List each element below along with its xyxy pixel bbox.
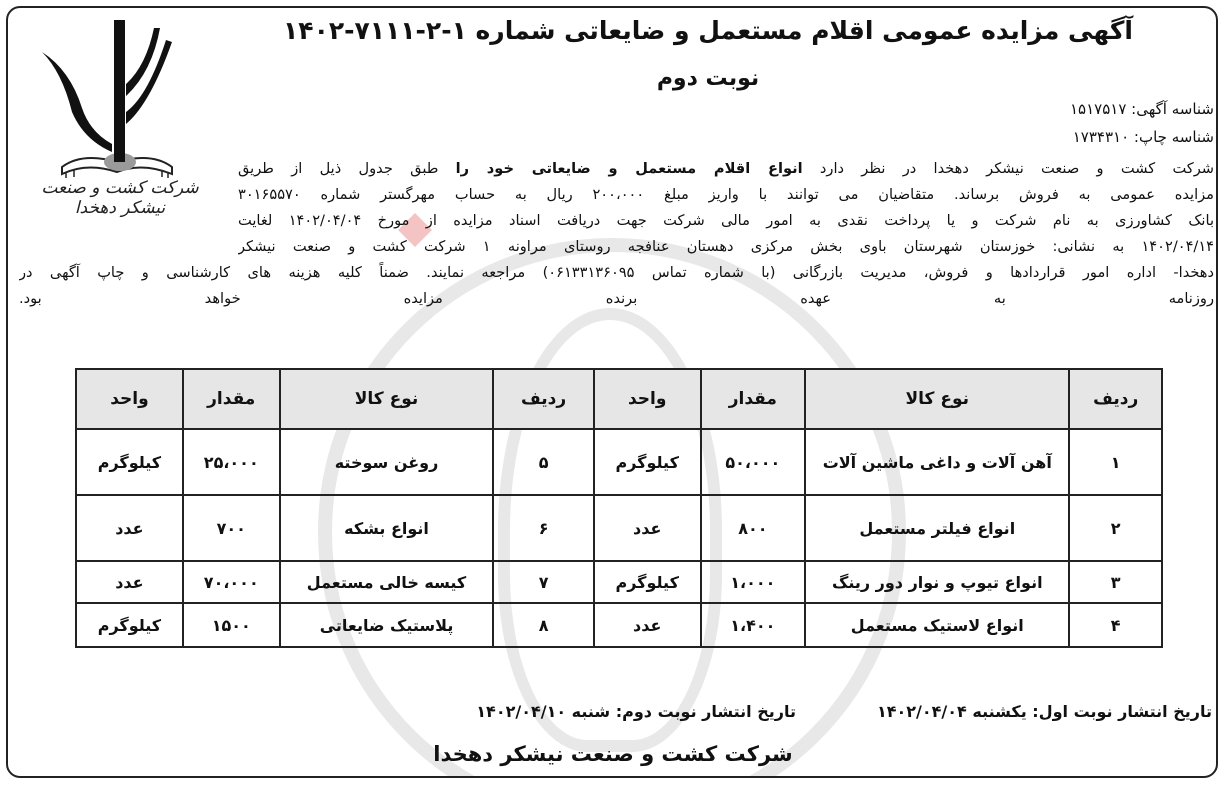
table-cell: عدد [594, 603, 701, 647]
table-row [76, 603, 1162, 647]
ad-subtitle: نوبت دوم [656, 66, 760, 91]
body-highlight: انواع اقلام مستعمل و ضایعاتی خود را [455, 160, 803, 177]
table-cell: ۲۵،۰۰۰ [183, 429, 280, 495]
table-cell: کیلوگرم [76, 429, 183, 495]
table-cell: انواع تیوپ و نوار دور رینگ [805, 561, 1069, 603]
second-publish-date: تاریخ انتشار نوبت دوم: شنبه ۱۴۰۲/۰۴/۱۰ [476, 702, 796, 721]
body-line-5: دهخدا- اداره امور قراردادها و فروش، مدیریت بازرگانی (با شماره تماس ۰۶۱۳۳۱۳۶۰۹۵) مراجعه نمایند. ضمناً کلیه هزینه های کارشناسی و چاپ آگهی در [19, 264, 1214, 281]
table-cell: ۷۰۰ [183, 495, 280, 561]
table-cell: ۱ [1069, 429, 1162, 495]
table-cell: کیلوگرم [594, 561, 701, 603]
header-cell: ردیف [1069, 369, 1162, 429]
body-line-3: بانک کشاورزی به نام شرکت و یا پرداخت نقدی به امور مالی شرکت جهت دریافت اسناد مزایده از مورخ ۱۴۰۲/۰۴/۰۴ لغایت [238, 212, 1214, 229]
logo-caption: شرکت کشت و صنعت نیشکر دهخدا [41, 178, 199, 218]
header-cell: نوع کالا [805, 369, 1069, 429]
table-cell: کیلوگرم [594, 429, 701, 495]
table-cell: انواع بشکه [280, 495, 494, 561]
body-line-2: مزایده عمومی به فروش برساند. متقاضیان می توانند با واریز مبلغ ۲۰۰،۰۰۰ ریال به حساب مهرگستر شماره ۳۰۱۶۵۵۷۰ [238, 186, 1214, 203]
header-cell: نوع کالا [280, 369, 494, 429]
body-line-4: ۱۴۰۲/۰۴/۱۴ به نشانی: خوزستان شهرستان باوی بخش مرکزی دهستان عنافجه روستای مراونه ۱ شرکت کشت و صنعت نیشکر [238, 238, 1214, 255]
table-cell: کیلوگرم [76, 603, 183, 647]
table-cell: ۵۰،۰۰۰ [701, 429, 806, 495]
ad-id: شناسه آگهی: ۱۵۱۷۵۱۷ [1070, 100, 1214, 118]
table-row [76, 495, 1162, 561]
table-cell: ۴ [1069, 603, 1162, 647]
body-line-6: روزنامه به عهده برنده مزایده خواهد بود. [19, 290, 1214, 307]
table-cell: پلاستیک ضایعاتی [280, 603, 494, 647]
table-cell: انواع فیلتر مستعمل [805, 495, 1069, 561]
table-cell: ۱۵۰۰ [183, 603, 280, 647]
table-cell: ۶ [493, 495, 593, 561]
table-cell: ۵ [493, 429, 593, 495]
header-cell: مقدار [701, 369, 806, 429]
table-cell: ۳ [1069, 561, 1162, 603]
header-cell: ردیف [493, 369, 593, 429]
table-cell: ۷۰،۰۰۰ [183, 561, 280, 603]
header-cell: واحد [76, 369, 183, 429]
table-cell: روغن سوخته [280, 429, 494, 495]
footer-company: شرکت کشت و صنعت نیشکر دهخدا [433, 742, 793, 766]
table-cell: عدد [76, 561, 183, 603]
table-cell: کیسه خالی مستعمل [280, 561, 494, 603]
table-cell: ۲ [1069, 495, 1162, 561]
table-cell: ۸۰۰ [701, 495, 806, 561]
table-cell: ۱،۴۰۰ [701, 603, 806, 647]
ad-title: آگهی مزایده عمومی اقلام مستعمل و ضایعاتی شماره ۱-۲-۷۱۱۱-۱۴۰۲ [283, 16, 1133, 45]
items-table [75, 368, 1163, 648]
table-cell: عدد [594, 495, 701, 561]
first-publish-date: تاریخ انتشار نوبت اول: یکشنبه ۱۴۰۲/۰۴/۰۴ [876, 702, 1212, 721]
table-row [76, 429, 1162, 495]
table-row [76, 561, 1162, 603]
table-cell: انواع لاستیک مستعمل [805, 603, 1069, 647]
table-cell: عدد [76, 495, 183, 561]
table-cell: ۷ [493, 561, 593, 603]
table-cell: ۸ [493, 603, 593, 647]
table-cell: آهن آلات و داغی ماشین آلات [805, 429, 1069, 495]
table-cell: ۱،۰۰۰ [701, 561, 806, 603]
table-header-row [76, 369, 1162, 429]
header-cell: واحد [594, 369, 701, 429]
print-id: شناسه چاپ: ۱۷۳۴۳۱۰ [1072, 128, 1214, 146]
body-line-1: شرکت کشت و صنعت نیشکر دهخدا در نظر دارد انواع اقلام مستعمل و ضایعاتی خود را طبق جدول ذیل از طریق [238, 160, 1214, 177]
header-cell: مقدار [183, 369, 280, 429]
